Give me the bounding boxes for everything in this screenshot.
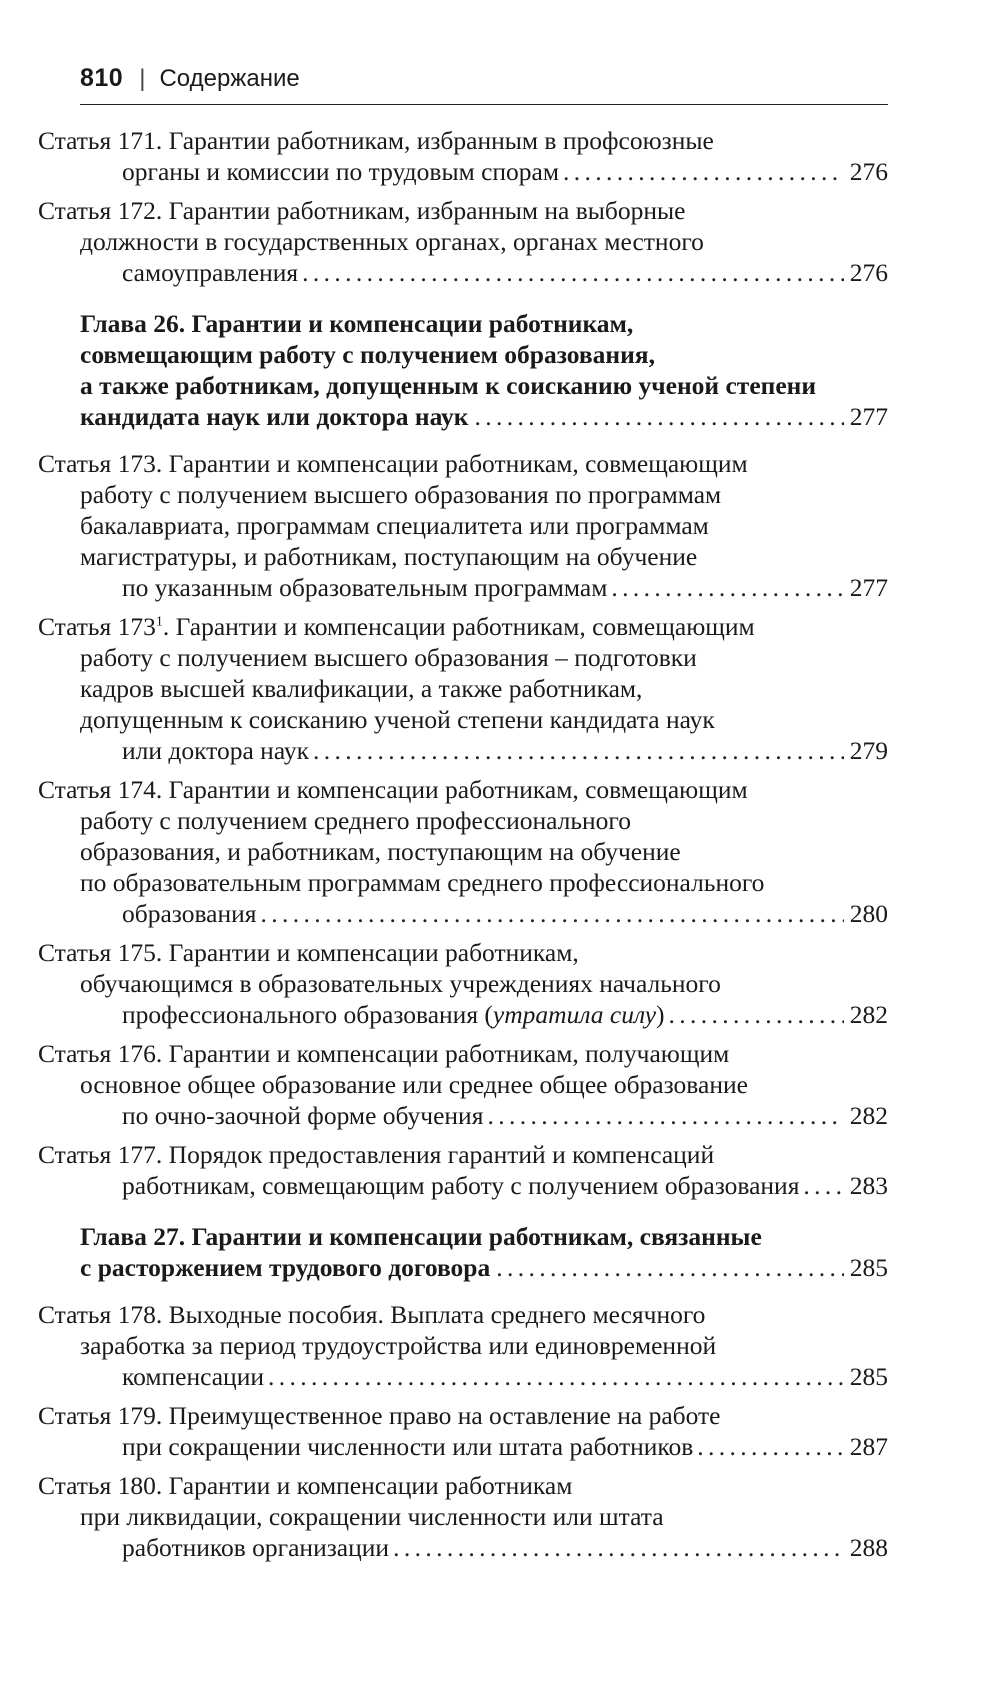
entry-line: Статья 171. Гарантии работникам, избранным в профсоюзные [38,126,714,155]
entry-line: по указанным образовательным программам [122,573,608,602]
toc-entry-article-176[interactable] [38,1038,888,1131]
entry-line: основное общее образование или среднее общее образование [80,1070,748,1099]
section-title: Содержание [159,65,300,92]
repealed-note: утратила силу [492,1000,657,1029]
entry-last-line [122,735,888,766]
dot-leader [475,401,844,432]
toc-chapter-26[interactable] [80,308,888,432]
toc-entry-article-172[interactable] [38,195,888,288]
article-first-line-rest: . Гарантии и компенсации работникам, совмещающим [162,612,755,641]
article-prefix: Статья 173 [38,612,156,641]
toc-entry-article-175[interactable] [38,937,888,1030]
page-reference: 285 [849,1253,888,1282]
toc-entry-article-179[interactable] [38,1400,888,1462]
entry-line: магистратуры, и работникам, поступающим на обучение [80,542,698,571]
entry-line: компенсации [122,1362,264,1391]
dot-leader [393,1532,844,1563]
page-reference: 277 [849,402,888,431]
page-reference: 287 [849,1432,888,1461]
entry-line: Статья 173. Гарантии и компенсации работникам, совмещающим [38,449,748,478]
book-page [38,64,888,1571]
page-number: 810 [80,64,124,92]
page-reference: 285 [849,1362,888,1391]
entry-line: Статья 176. Гарантии и компенсации работникам, получающим [38,1039,730,1068]
entry-line: при сокращении численности или штата работников [122,1432,694,1461]
entry-line: образования, и работникам, поступающим на обучение [80,837,681,866]
entry-line: работу с получением высшего образования – подготовки [80,643,697,672]
entry-last-line [122,999,888,1030]
entry-line: должности в государственных органах, органах местного [80,227,704,256]
running-head [80,64,888,105]
entry-line: работников организации [122,1533,390,1562]
entry-last-line [122,572,888,603]
entry-line: Статья 179. Преимущественное право на оставление на работе [38,1401,721,1430]
dot-leader [803,1170,843,1201]
entry-line: работу с получением высшего образования по программам [80,480,722,509]
entry-line: Статья 178. Выходные пособия. Выплата среднего месячного [38,1300,706,1329]
entry-line: Статья 180. Гарантии и компенсации работникам [38,1471,573,1500]
dot-leader [268,1361,844,1392]
entry-line: по образовательным программам среднего профессионального [80,868,765,897]
entry-line: кадров высшей квалификации, а также работникам, [80,674,643,703]
chapter-last-line [80,401,888,432]
dot-leader [302,257,844,288]
table-of-contents [38,125,888,1563]
page-reference: 280 [849,899,888,928]
toc-entry-article-178[interactable] [38,1299,888,1392]
entry-line: бакалавриата, программам специалитета или программам [80,511,709,540]
entry-line: работникам, совмещающим работу с получением образования [122,1171,800,1200]
entry-line: обучающимся в образовательных учреждениях начального [80,969,721,998]
dot-leader [487,1100,843,1131]
toc-entry-article-173[interactable] [38,448,888,603]
chapter-line: Глава 27. Гарантии и компенсации работникам, связанные [80,1222,762,1251]
page-reference: 282 [849,1000,888,1029]
toc-entry-article-177[interactable] [38,1139,888,1201]
entry-line [38,611,888,642]
page-reference: 277 [849,573,888,602]
header-separator: | [139,65,146,92]
entry-line: образования [122,899,257,928]
page-reference: 276 [849,258,888,287]
entry-last-line [122,1431,888,1462]
entry-last-line [122,1170,888,1201]
dot-leader [611,572,843,603]
chapter-line: с расторжением трудового договора [80,1253,491,1282]
entry-last-line [122,1361,888,1392]
chapter-line: кандидата наук или доктора наук [80,402,469,431]
entry-line: Статья 174. Гарантии и компенсации работникам, совмещающим [38,775,748,804]
entry-last-line [122,1532,888,1563]
entry-last-line [122,156,888,187]
closing-paren: ) [656,1000,665,1029]
toc-entry-article-180[interactable] [38,1470,888,1563]
chapter-line: Глава 26. Гарантии и компенсации работникам, [80,309,634,338]
page-reference: 282 [849,1101,888,1130]
dot-leader [261,898,844,929]
toc-entry-article-171[interactable] [38,125,888,187]
dot-leader [563,156,844,187]
entry-line: или доктора наук [122,736,309,765]
dot-leader [697,1431,843,1462]
chapter-line: а также работникам, допущенным к соисканию ученой степени [80,371,817,400]
entry-line: Статья 175. Гарантии и компенсации работникам, [38,938,579,967]
entry-line: органы и комиссии по трудовым спорам [122,157,560,186]
dot-leader [313,735,844,766]
entry-last-line [122,257,888,288]
entry-line: работу с получением среднего профессионального [80,806,631,835]
entry-line: Статья 177. Порядок предоставления гарантий и компенсаций [38,1140,715,1169]
entry-last-line [122,898,888,929]
dot-leader [496,1252,844,1283]
entry-line-text: профессионального образования ( [122,1000,493,1029]
toc-entry-article-174[interactable] [38,774,888,929]
entry-line: Статья 172. Гарантии работникам, избранным на выборные [38,196,686,225]
entry-line [122,999,665,1030]
entry-line: при ликвидации, сокращении численности или штата [80,1502,664,1531]
toc-entry-article-173-1[interactable] [38,611,888,766]
entry-line: самоуправления [122,258,299,287]
chapter-last-line [80,1252,888,1283]
article-superscript: 1 [155,614,163,630]
chapter-line: совмещающим работу с получением образования, [80,340,655,369]
dot-leader [669,999,844,1030]
page-reference: 276 [849,157,888,186]
entry-line: по очно-заочной форме обучения [122,1101,484,1130]
page-reference: 288 [849,1533,888,1562]
entry-line: допущенным к соисканию ученой степени кандидата наук [80,705,715,734]
toc-chapter-27[interactable] [80,1221,888,1283]
page-reference: 283 [849,1171,888,1200]
page-reference: 279 [849,736,888,765]
entry-line: заработка за период трудоустройства или единовременной [80,1331,717,1360]
entry-last-line [122,1100,888,1131]
